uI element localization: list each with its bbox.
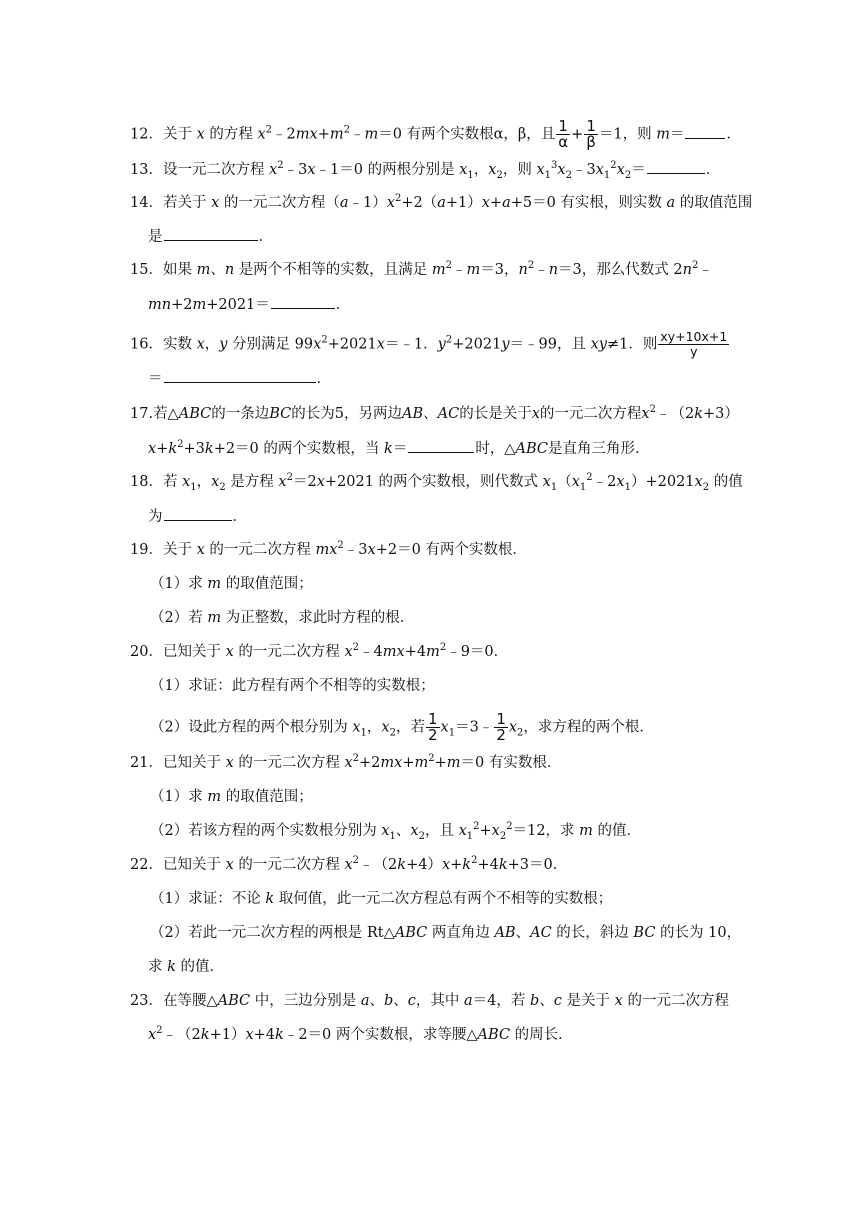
answer-blank[interactable]: [164, 368, 316, 383]
problem-21-part-1: （1）求 m 的取值范围；: [150, 789, 313, 805]
problem-15: 15．如果 m、n 是两个不相等的实数，且满足 $m^2﹣m=3$，$n^2﹣n=3$，那么代数式 $2n^2﹣$: [130, 260, 713, 278]
problem-23: 23．在等腰△ABC 中，三边分别是 a、b、c，其中 a＝4，若 b、c 是关于 x 的一元二次方程: [130, 993, 729, 1009]
problem-17-cont: $x+k^2+3k+2=0$ 的两个实数根，当 k＝ 时，△ABC是直角三角形．: [148, 439, 650, 457]
problem-19: 19．关于 x 的一元二次方程 $mx^2﹣3x+2=0$ 有两个实数根．: [130, 540, 527, 558]
problem-16-cont: ＝ ．: [148, 368, 331, 389]
problem-22-part-2-cont: 求 k 的值．: [148, 959, 225, 975]
problem-22-part-1: （1）求证：不论 k 取何值，此一元二次方程总有两个不相等的实数根；: [150, 891, 613, 907]
problem-20-part-1: （1）求证：此方程有两个不相等的实数根；: [150, 678, 435, 694]
fraction-one-over-alpha: $\frac{1}{\alpha}$: [558, 117, 569, 151]
problem-12: 12．关于 x 的方程 $x^2﹣2mx+m^2﹣m=0$ 有两个实数根α，β，且 $\frac{1}{\alpha}$ + $\frac{1}{\beta}$ ＝1，则 m＝ ．: [130, 117, 741, 151]
fraction-one-over-beta: $\frac{1}{\beta}$: [586, 117, 596, 151]
fraction-one-half: $\frac{1}{2}$: [496, 710, 506, 744]
problem-20-part-2: （2）设此方程的两个根分别为 $x_1$，$x_2$，若 $\frac{1}{2}$ $x_1=3﹣$ $\frac{1}{2}$ $x_2$，求方程的两个根．: [150, 710, 654, 744]
problem-18-cont: 为 ．: [148, 506, 247, 527]
problem-22-part-2: （2）若此一元二次方程的两根是 Rt△ABC 两直角边 AB、AC 的长，斜边 BC 的长为 10，: [150, 925, 742, 941]
fraction-one-half: $\frac{1}{2}$: [427, 710, 438, 744]
problem-14: 14．若关于 x 的一元二次方程$(a﹣1)x^2+2(a+1)x+a+5=0$ 有实根，则实数 a 的取值范围: [130, 193, 753, 211]
answer-blank[interactable]: [164, 226, 258, 241]
fraction-xy-plus-10x-plus-1-over-y: $\frac{xy+10x+1}{y}$: [660, 329, 728, 359]
problem-16: 16．实数 x，y 分别满足 $99x^2+2021x=﹣1$．$y^2+2021y=﹣99$，且 xy≠1．则 $\frac{xy+10x+1}{y}$: [130, 329, 728, 359]
problem-13: 13．设一元二次方程 $x^2﹣3x﹣1=0$ 的两根分别是 $x_1$，$x_2$，则 $x_1^3x_2﹣3x_1^2x_2=$ ．: [130, 160, 721, 181]
problem-21-part-2: （2）若该方程的两个实数根分别为 $x_1$、$x_2$，且 $x_1^2+x_2^2=12$，求 m 的值．: [150, 821, 642, 842]
answer-blank[interactable]: [408, 438, 474, 453]
problem-17: 17.若△ABC的一条边BC的长为5，另两边AB、AC的长是关于x的一元二次方程$x^2﹣(2k+3)$: [130, 404, 739, 422]
problem-18: 18．若 $x_1$，$x_2$ 是方程 $x^2=2x+2021$ 的两个实数根，则代数式 $x_1(x_1^2﹣2x_1)+2021x_2$ 的值: [130, 472, 743, 493]
problem-19-part-2: （2）若 m 为正整数，求此时方程的根．: [150, 610, 415, 626]
problem-21: 21．已知关于 x 的一元二次方程 $x^2+2mx+m^2+m=0$ 有实数根．: [130, 753, 562, 771]
answer-blank[interactable]: [685, 124, 725, 139]
answer-blank[interactable]: [164, 506, 232, 521]
answer-blank[interactable]: [647, 159, 705, 174]
answer-blank[interactable]: [271, 294, 335, 309]
problem-23-cont: $x^2﹣(2k+1)x+4k﹣2=0$ 两个实数根，求等腰△ABC 的周长．: [148, 1025, 573, 1043]
problem-22: 22．已知关于 x 的一元二次方程 $x^2﹣(2k+4)x+k^2+4k+3=0$．: [130, 855, 568, 873]
problem-15-cont: mn+2m+2021＝ ．: [148, 294, 350, 315]
problem-20: 20．已知关于 x 的一元二次方程 $x^2﹣4mx+4m^2﹣9=0$．: [130, 642, 509, 660]
problem-19-part-1: （1）求 m 的取值范围；: [150, 576, 313, 592]
problem-14-cont: 是 ．: [148, 226, 273, 247]
